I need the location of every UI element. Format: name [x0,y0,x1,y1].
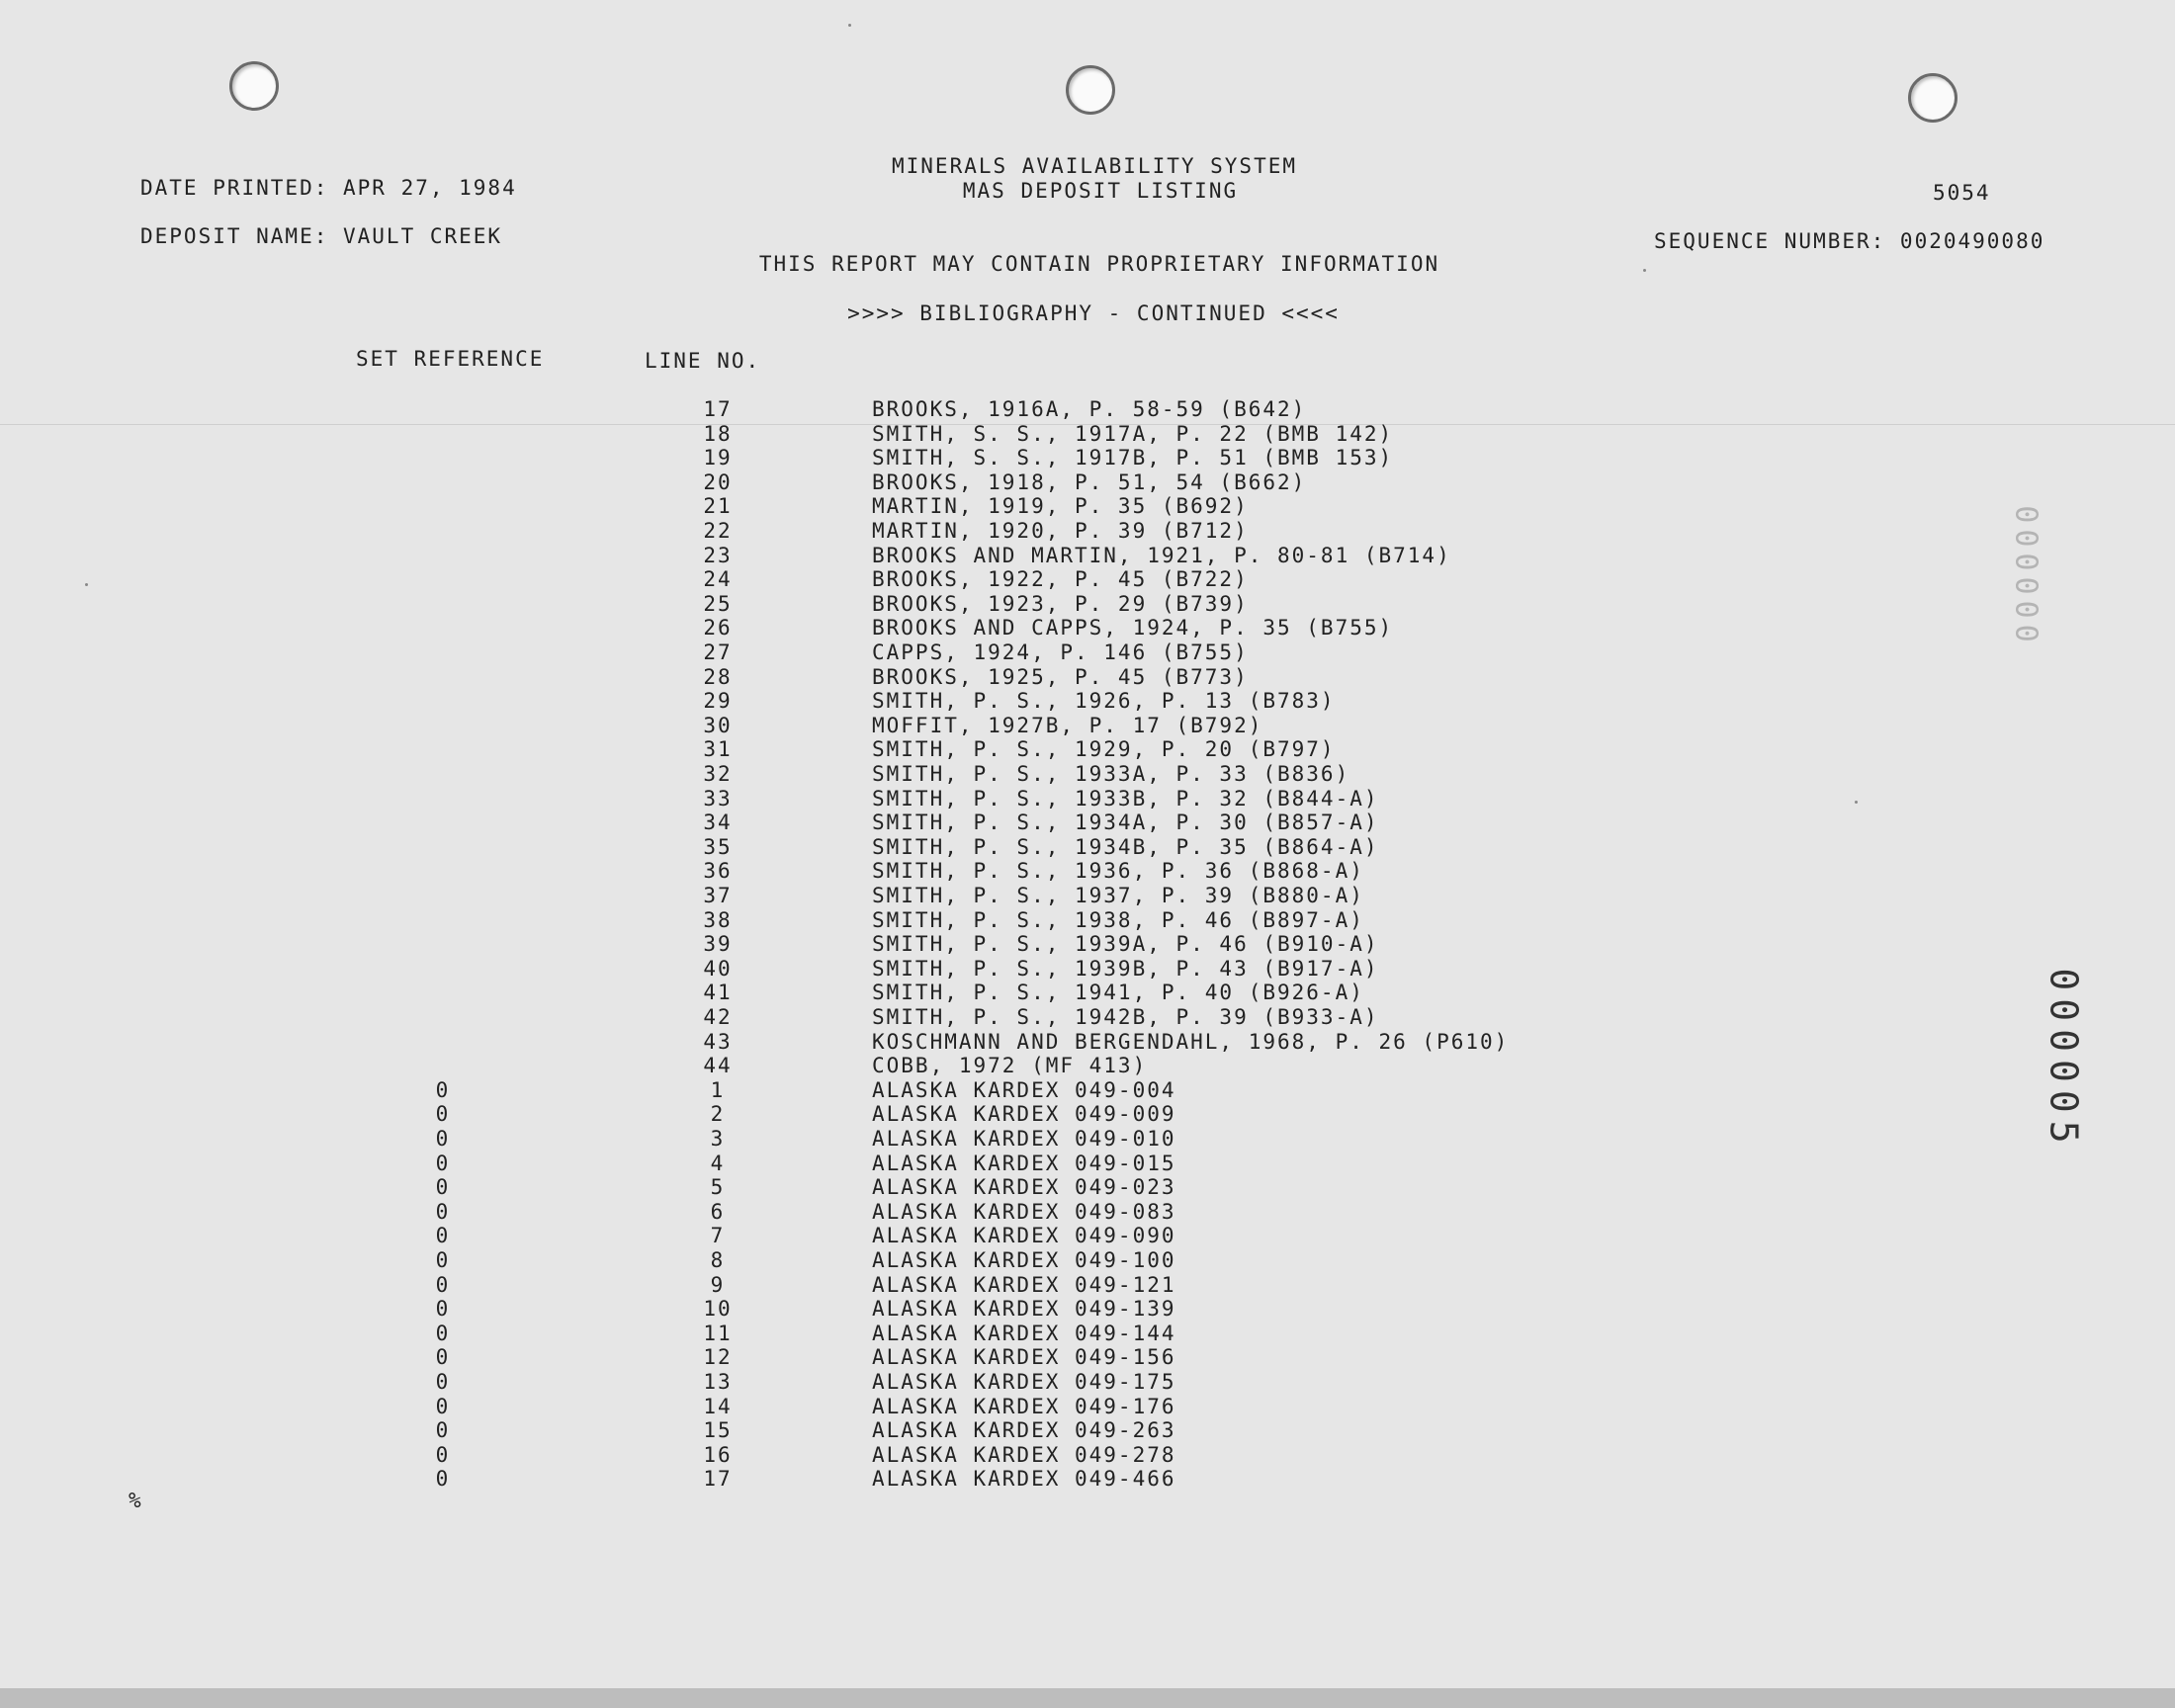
table-row [0,1297,2175,1321]
line-number-cell: 22 [703,519,733,543]
table-row [0,616,2175,640]
table-row [0,1102,2175,1126]
line-number-cell: 41 [703,981,733,1005]
reference-cell: ALASKA KARDEX 049-263 [872,1418,1176,1443]
line-number-cell: 17 [703,1467,733,1492]
section-title: >>>> BIBLIOGRAPHY - CONTINUED <<<< [847,301,1340,325]
line-number-cell: 42 [703,1005,733,1029]
line-number-cell: 16 [703,1442,733,1467]
sequence-number: SEQUENCE NUMBER: 0020490080 [1654,229,2045,253]
line-number-cell: 3 [710,1127,726,1151]
listing-title: MAS DEPOSIT LISTING [962,179,1239,203]
reference-cell: ALASKA KARDEX 049-144 [872,1321,1176,1345]
reference-cell: SMITH, P. S., 1933A, P. 33 (B836) [872,762,1350,786]
reference-cell: SMITH, P. S., 1939B, P. 43 (B917-A) [872,956,1379,981]
line-number-cell: 25 [703,591,733,616]
table-row [0,544,2175,567]
set-reference-cell: 0 [435,1370,451,1394]
line-number-cell: 17 [703,397,733,421]
table-row [0,1005,2175,1029]
reference-cell: ALASKA KARDEX 049-004 [872,1077,1176,1102]
table-row [0,1078,2175,1102]
table-row [0,1322,2175,1345]
page-number: 5054 [1933,181,1991,205]
set-reference-cell: 0 [435,1345,451,1370]
reference-cell: MOFFIT, 1927B, P. 17 (B792) [872,713,1263,737]
line-number-cell: 38 [703,907,733,932]
table-row [0,689,2175,713]
table-row [0,884,2175,907]
table-row [0,1127,2175,1151]
table-row [0,1054,2175,1077]
set-reference-cell: 0 [435,1248,451,1272]
paper-speck [1643,269,1646,272]
set-reference-cell: 0 [435,1442,451,1467]
table-row [0,957,2175,981]
paper-speck [848,24,851,27]
table-row [0,1200,2175,1224]
reference-cell: ALASKA KARDEX 049-278 [872,1442,1176,1467]
reference-cell: ALASKA KARDEX 049-466 [872,1467,1176,1492]
line-number-cell: 18 [703,421,733,446]
line-number-cell: 40 [703,956,733,981]
table-row [0,665,2175,689]
table-row [0,811,2175,834]
punch-hole-center [1066,65,1115,115]
line-number-cell: 9 [710,1272,726,1297]
table-row [0,1152,2175,1175]
table-row [0,1175,2175,1199]
line-number-cell: 43 [703,1029,733,1054]
reference-cell: SMITH, P. S., 1933B, P. 32 (B844-A) [872,786,1379,811]
scan-bottom-edge [0,1688,2175,1708]
line-number-cell: 24 [703,567,733,592]
reference-cell: ALASKA KARDEX 049-090 [872,1224,1176,1248]
reference-cell: ALASKA KARDEX 049-176 [872,1394,1176,1418]
reference-cell: SMITH, P. S., 1934A, P. 30 (B857-A) [872,811,1379,835]
table-row [0,470,2175,494]
table-row [0,1030,2175,1054]
table-row [0,1418,2175,1442]
reference-cell: MARTIN, 1920, P. 39 (B712) [872,519,1249,543]
punch-hole-right [1908,73,1958,123]
set-reference-cell: 0 [435,1418,451,1443]
reference-cell: BROOKS AND CAPPS, 1924, P. 35 (B755) [872,616,1394,640]
set-reference-cell: 0 [435,1321,451,1345]
footer-mark: % [129,1489,143,1512]
line-number-cell: 14 [703,1394,733,1418]
reference-cell: BROOKS, 1916A, P. 58-59 (B642) [872,397,1307,421]
punch-hole-left [229,61,279,111]
set-reference-cell: 0 [435,1224,451,1248]
line-number-cell: 12 [703,1345,733,1370]
line-number-cell: 10 [703,1297,733,1322]
table-row [0,787,2175,811]
table-row [0,1395,2175,1418]
reference-cell: SMITH, P. S., 1938, P. 46 (B897-A) [872,907,1364,932]
table-row [0,859,2175,883]
reference-cell: KOSCHMANN AND BERGENDAHL, 1968, P. 26 (P610) [872,1029,1510,1054]
set-reference-cell: 0 [435,1394,451,1418]
line-number-cell: 28 [703,664,733,689]
table-row [0,737,2175,761]
line-number-cell: 2 [710,1102,726,1127]
side-stamp-faint: 000000 [2011,499,2046,642]
line-number-cell: 11 [703,1321,733,1345]
set-reference-cell: 0 [435,1102,451,1127]
set-reference-cell: 0 [435,1127,451,1151]
table-row [0,1467,2175,1491]
table-row [0,981,2175,1004]
set-reference-cell: 0 [435,1297,451,1322]
line-number-cell: 39 [703,932,733,957]
table-row [0,567,2175,591]
table-row [0,1370,2175,1394]
line-number-cell: 34 [703,811,733,835]
table-row [0,1224,2175,1247]
line-number-cell: 29 [703,689,733,714]
table-row [0,592,2175,616]
table-row [0,422,2175,446]
set-reference-cell: 0 [435,1077,451,1102]
reference-cell: SMITH, P. S., 1939A, P. 46 (B910-A) [872,932,1379,957]
system-title: MINERALS AVAILABILITY SYSTEM [891,154,1298,178]
reference-cell: ALASKA KARDEX 049-156 [872,1345,1176,1370]
set-reference-cell: 0 [435,1151,451,1175]
table-row [0,1345,2175,1369]
reference-cell: ALASKA KARDEX 049-175 [872,1370,1176,1394]
reference-cell: ALASKA KARDEX 049-100 [872,1248,1176,1272]
line-number-cell: 21 [703,494,733,519]
line-number-cell: 37 [703,884,733,907]
line-number-cell: 5 [710,1175,726,1200]
reference-cell: ALASKA KARDEX 049-010 [872,1127,1176,1151]
set-reference-cell: 0 [435,1272,451,1297]
table-row [0,1248,2175,1272]
table-row [0,519,2175,543]
line-number-cell: 30 [703,713,733,737]
line-number-cell: 31 [703,737,733,762]
line-number-cell: 8 [710,1248,726,1272]
line-number-cell: 44 [703,1054,733,1078]
reference-cell: SMITH, P. S., 1936, P. 36 (B868-A) [872,859,1364,884]
table-row [0,1273,2175,1297]
line-number-cell: 6 [710,1199,726,1224]
reference-cell: SMITH, P. S., 1937, P. 39 (B880-A) [872,884,1364,907]
line-number-cell: 1 [710,1077,726,1102]
line-number-cell: 20 [703,470,733,494]
table-row [0,932,2175,956]
line-number-cell: 19 [703,446,733,470]
table-row [0,714,2175,737]
side-stamp-dark: 000005 [2042,968,2086,1152]
line-number-cell: 7 [710,1224,726,1248]
set-reference-cell: 0 [435,1175,451,1200]
reference-cell: ALASKA KARDEX 049-121 [872,1272,1176,1297]
table-row [0,908,2175,932]
reference-cell: SMITH, P. S., 1926, P. 13 (B783) [872,689,1336,714]
reference-cell: SMITH, P. S., 1929, P. 20 (B797) [872,737,1336,762]
reference-cell: ALASKA KARDEX 049-015 [872,1151,1176,1175]
reference-cell: ALASKA KARDEX 049-009 [872,1102,1176,1127]
line-number-cell: 36 [703,859,733,884]
deposit-name: DEPOSIT NAME: VAULT CREEK [140,224,503,248]
table-row [0,446,2175,470]
set-reference-cell: 0 [435,1199,451,1224]
reference-cell: CAPPS, 1924, P. 146 (B755) [872,640,1249,664]
reference-cell: BROOKS, 1925, P. 45 (B773) [872,664,1249,689]
set-reference-cell: 0 [435,1467,451,1492]
reference-cell: ALASKA KARDEX 049-023 [872,1175,1176,1200]
reference-cell: SMITH, P. S., 1942B, P. 39 (B933-A) [872,1005,1379,1029]
reference-cell: MARTIN, 1919, P. 35 (B692) [872,494,1249,519]
table-row [0,835,2175,859]
reference-cell: BROOKS AND MARTIN, 1921, P. 80-81 (B714) [872,543,1451,567]
reference-cell: BROOKS, 1918, P. 51, 54 (B662) [872,470,1307,494]
line-number-cell: 13 [703,1370,733,1394]
reference-cell: SMITH, S. S., 1917A, P. 22 (BMB 142) [872,421,1394,446]
reference-cell: SMITH, P. S., 1941, P. 40 (B926-A) [872,981,1364,1005]
line-number-cell: 4 [710,1151,726,1175]
table-row [0,640,2175,664]
line-number-cell: 32 [703,762,733,786]
line-number-cell: 15 [703,1418,733,1443]
reference-cell: COBB, 1972 (MF 413) [872,1054,1148,1078]
date-printed: DATE PRINTED: APR 27, 1984 [140,176,517,200]
column-header-line-no: LINE NO. [645,349,761,373]
reference-cell: SMITH, S. S., 1917B, P. 51 (BMB 153) [872,446,1394,470]
table-row [0,494,2175,518]
line-number-cell: 23 [703,543,733,567]
proprietary-notice: THIS REPORT MAY CONTAIN PROPRIETARY INFORMATION [758,252,1440,276]
line-number-cell: 33 [703,786,733,811]
line-number-cell: 35 [703,834,733,859]
column-header-set-reference: SET REFERENCE [356,347,545,371]
table-row [0,397,2175,421]
reference-cell: ALASKA KARDEX 049-139 [872,1297,1176,1322]
table-row [0,1443,2175,1467]
line-number-cell: 27 [703,640,733,664]
table-row [0,762,2175,786]
reference-cell: ALASKA KARDEX 049-083 [872,1199,1176,1224]
reference-cell: BROOKS, 1922, P. 45 (B722) [872,567,1249,592]
line-number-cell: 26 [703,616,733,640]
reference-cell: BROOKS, 1923, P. 29 (B739) [872,591,1249,616]
reference-cell: SMITH, P. S., 1934B, P. 35 (B864-A) [872,834,1379,859]
